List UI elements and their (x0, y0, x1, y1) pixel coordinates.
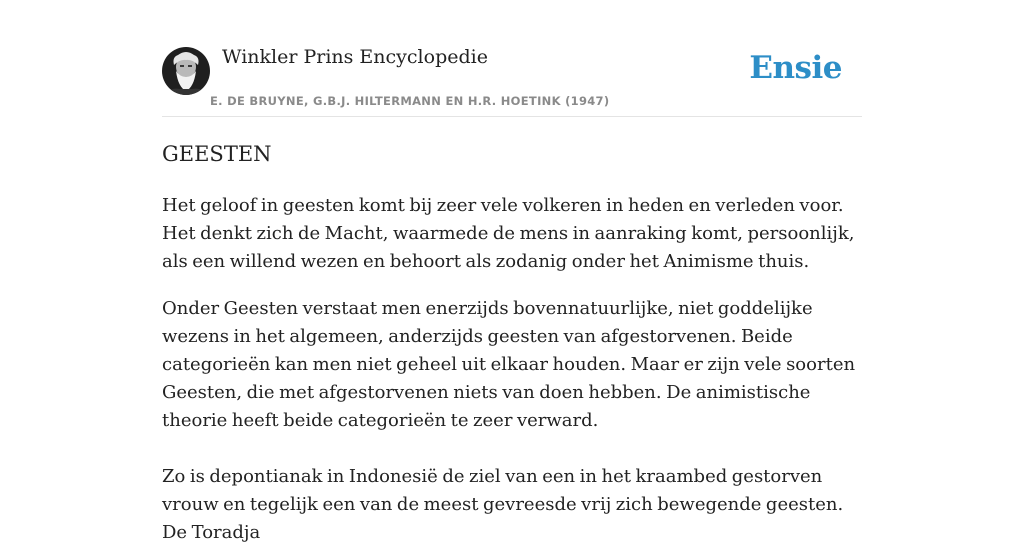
article-paragraph: Zo is depontianak in Indonesië de ziel van een in het kraambed gestorven vrouw en tegelijk een van de meest gevreesde vrij zich bewegende geesten. De Toradja (162, 466, 844, 543)
article-paragraph: Het geloof in geesten komt bij zeer vele volkeren in heden en verleden voor. Het denkt zich de Macht, waarmede de mens in aanraking komt, persoonlijk, als een willend wezen en behoort als zodanig onder het Animisme thuis. (162, 195, 855, 272)
article-body (162, 192, 862, 547)
site-title[interactable]: Winkler Prins Encyclopedie (222, 46, 488, 68)
portrait-image-icon (162, 47, 210, 95)
site-header (162, 0, 862, 117)
site-subtitle: E. DE BRUYNE, G.B.J. HILTERMANN EN H.R. HOETINK (1947) (210, 94, 610, 108)
author-avatar[interactable] (162, 47, 210, 95)
article-title: GEESTEN (162, 142, 272, 166)
page (162, 0, 862, 543)
article-paragraph: Onder Geesten verstaat men enerzijds bovennatuurlijke, niet goddelijke wezens in het algemeen, anderzijds geesten van afgestorvenen. Beide categorieën kan men niet geheel uit elkaar houden. Maar er zijn vele soorten Geesten, die met afgestorvenen niets van doen hebben. De animistische theorie heeft beide categorieën te zeer verward. (162, 298, 856, 431)
ensie-logo-link[interactable]: Ensie (749, 50, 842, 86)
